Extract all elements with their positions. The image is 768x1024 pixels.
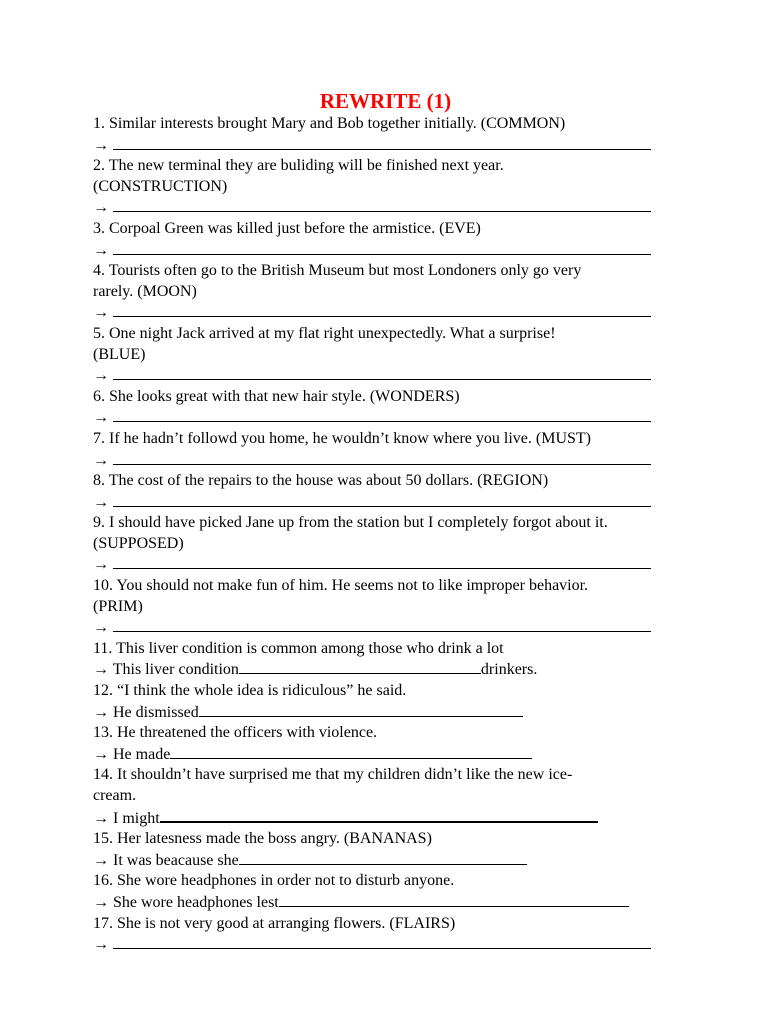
arrow-icon: → [93,809,109,827]
arrow-icon: → [93,851,109,869]
page-title: REWRITE (1) [319,89,452,113]
arrow-icon: → [93,409,109,427]
question-line: 13. He threatened the officers with violence. [93,724,378,742]
question-line: 11. This liver condition is common among those who drink a lot [93,639,504,657]
exercise-item-1 [93,114,678,156]
answer-line [93,744,678,766]
answer-line [93,850,678,872]
exercise-item-17 [93,914,678,956]
arrow-icon: → [93,493,109,511]
answer-blank[interactable] [239,850,527,865]
question-line: 14. It shouldn’t have surprised me that my children didn’t like the new ice- [93,766,573,784]
answer-line [93,365,678,387]
arrow-icon: → [93,136,109,154]
answer-line [93,702,678,724]
arrow-icon: → [93,661,109,679]
question-line: 9. I should have picked Jane up from the station but I completely forgot about it. [93,514,608,532]
question-line: (CONSTRUCTION) [93,177,228,195]
arrow-icon: → [93,893,109,911]
arrow-icon: → [93,241,109,259]
answer-suffix: drinkers. [480,661,538,679]
answer-line [93,302,678,324]
question-line: 6. She looks great with that new hair style. (WONDERS) [93,387,460,405]
exercise-item-15 [93,829,678,871]
exercise-item-13 [93,723,678,765]
answer-prefix: He made [113,745,171,763]
answer-blank[interactable] [199,702,523,717]
exercise-item-3 [93,219,678,261]
arrow-icon: → [93,745,109,763]
question-line: 15. Her latesness made the boss angry. (BANANAS) [93,830,432,848]
answer-line [93,617,678,639]
question-line: (PRIM) [93,597,143,615]
answer-line [93,240,678,262]
question-line: 2. The new terminal they are buliding will be finished next year. [93,157,504,175]
answer-blank[interactable] [113,934,651,949]
answer-line [93,407,678,429]
answer-blank[interactable] [160,807,598,823]
exercise-item-5 [93,324,678,387]
answer-line [93,197,678,219]
answer-blank[interactable] [113,554,651,569]
answer-blank[interactable] [113,302,651,317]
answer-blank[interactable] [113,135,651,150]
answer-blank[interactable] [113,407,651,422]
question-line: cream. [93,787,137,804]
answer-blank[interactable] [113,197,651,212]
answer-prefix: She wore headphones lest [113,893,279,911]
exercise-item-16 [93,871,678,913]
exercise-item-2 [93,156,678,219]
question-line: (BLUE) [93,345,146,363]
arrow-icon: → [93,199,109,217]
question-line: 8. The cost of the repairs to the house was about 50 dollars. (REGION) [93,472,549,490]
exercise-item-7 [93,429,678,471]
exercise-item-12 [93,681,678,723]
answer-blank[interactable] [113,450,651,465]
exercise-item-11 [93,639,678,681]
answer-line [93,554,678,576]
answer-line [93,807,678,830]
question-line: 1. Similar interests brought Mary and Bob together initially. (COMMON) [93,115,566,132]
answer-line [93,892,678,914]
answer-prefix: He dismissed [113,703,199,721]
answer-blank[interactable] [113,492,651,507]
exercise-item-9 [93,513,678,576]
arrow-icon: → [93,304,109,322]
answer-line [93,659,678,681]
answer-blank[interactable] [113,617,651,632]
exercise-item-4 [93,261,678,324]
arrow-icon: → [93,703,109,721]
exercise-list [93,114,678,956]
arrow-icon: → [93,451,109,469]
question-line: 7. If he hadn’t followd you home, he wouldn’t know where you live. (MUST) [93,429,591,447]
answer-blank[interactable] [170,744,532,759]
answer-blank[interactable] [239,659,481,674]
answer-line [93,934,678,956]
arrow-icon: → [93,556,109,574]
question-line: 5. One night Jack arrived at my flat right unexpectedly. What a surprise! [93,324,556,342]
answer-blank[interactable] [279,892,629,907]
exercise-item-6 [93,387,678,429]
question-line: 16. She wore headphones in order not to disturb anyone. [93,872,455,890]
question-line: (SUPPOSED) [93,534,184,552]
question-line: 10. You should not make fun of him. He seems not to like improper behavior. [93,577,589,595]
question-line: 12. “I think the whole idea is ridiculous” he said. [93,682,407,700]
answer-line [93,135,678,157]
answer-prefix: I might [113,809,160,827]
arrow-icon: → [93,367,109,385]
arrow-icon: → [93,619,109,637]
question-line: 4. Tourists often go to the British Museum but most Londoners only go very [93,262,582,280]
answer-blank[interactable] [113,365,651,380]
answer-blank[interactable] [113,240,651,255]
answer-prefix: It was beacause she [113,851,239,869]
exercise-item-14 [93,765,678,829]
answer-line [93,450,678,472]
question-line: 3. Corpoal Green was killed just before the armistice. (EVE) [93,219,481,237]
answer-prefix: This liver condition [112,661,239,679]
answer-line [93,492,678,514]
exercise-item-8 [93,471,678,513]
question-line: 17. She is not very good at arranging flowers. (FLAIRS) [93,914,456,932]
exercise-item-10 [93,576,678,639]
arrow-icon: → [93,936,109,954]
question-line: rarely. (MOON) [93,282,197,300]
